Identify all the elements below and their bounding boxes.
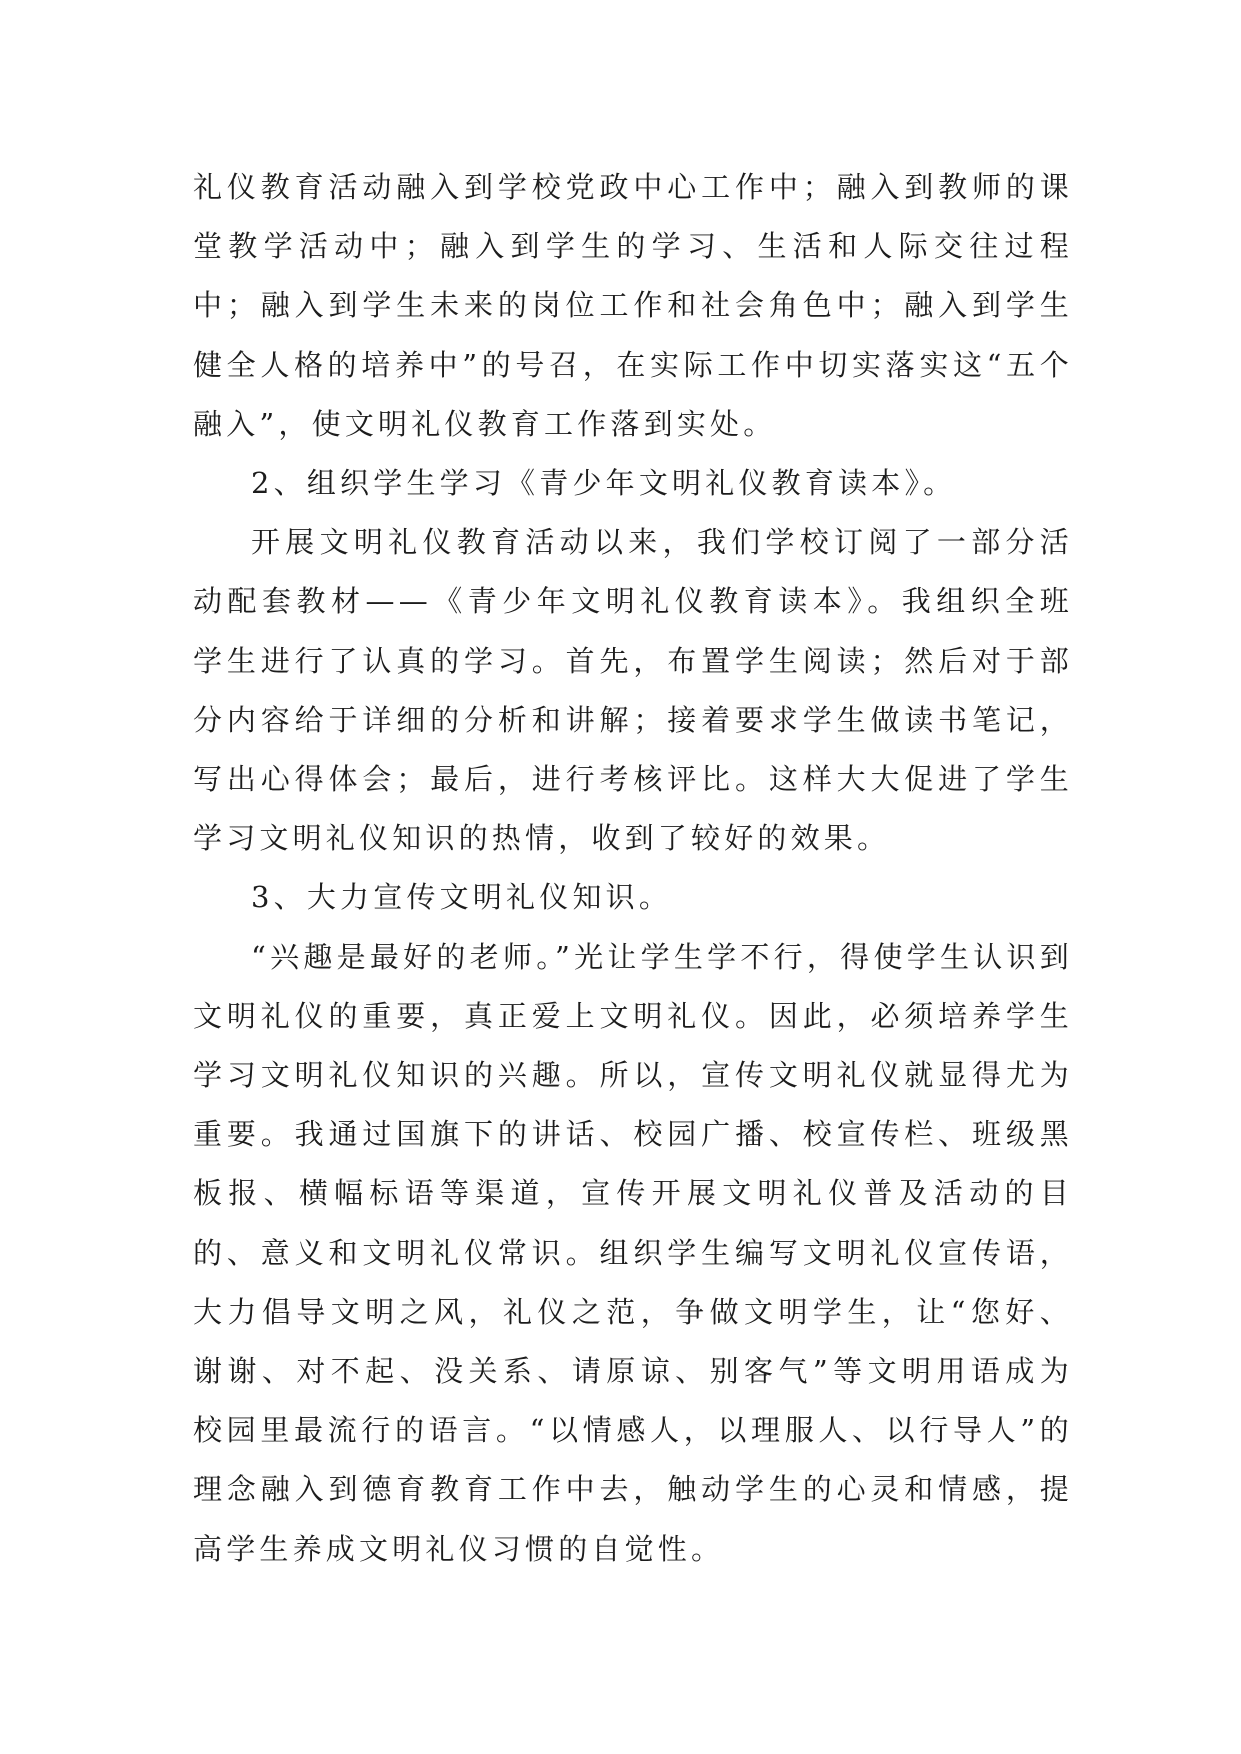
paragraph-promote-etiquette-details: “兴趣是最好的老师。”光让学生学不行，得使学生认识到文明礼仪的重要，真正爱上文明礼仪。因此，必须培养学生学习文明礼仪知识的兴趣。所以，宣传文明礼仪就显得尤为重要。我通过国旗下的讲话、校园广播、校宣传栏、班级黑板报、横幅标语等渠道，宣传开展文明礼仪普及活动的目的、意义和文明礼仪常识。组织学生编写文明礼仪宣传语，大力倡导文明之风，礼仪之范，争做文明学生，让“您好、谢谢、对不起、没关系、请原谅、别客气”等文明用语成为校园里最流行的语言。“以情感人，以理服人、以行导人”的理念融入到德育教育工作中去，触动学生的心灵和情感，提高学生养成文明礼仪习惯的自觉性。 (193, 939, 1073, 1566)
paragraph-continued-five-integrations: 礼仪教育活动融入到学校党政中心工作中；融入到教师的课堂教学活动中；融入到学生的学习、生活和人际交往过程中；融入到学生未来的岗位工作和社会角色中；融入到学生健全人格的培养中”的号召，在实际工作中切实落实这“五个融入”，使文明礼仪教育工作落到实处。 (193, 170, 1073, 441)
paragraph-study-reader-details: 开展文明礼仪教育活动以来，我们学校订阅了一部分活动配套教材——《青少年文明礼仪教育读本》。我组织全班学生进行了认真的学习。首先，布置学生阅读；然后对于部分内容给于详细的分析和讲解；接着要求学生做读书笔记，写出心得体会；最后，进行考核评比。这样大大促进了学生学习文明礼仪知识的热情，收到了较好的效果。 (193, 525, 1073, 856)
heading-3-promote-etiquette: 3、大力宣传文明礼仪知识。 (251, 880, 673, 915)
document-body (193, 158, 1073, 1579)
heading-2-study-reader: 2、组织学生学习《青少年文明礼仪教育读本》。 (251, 466, 957, 501)
